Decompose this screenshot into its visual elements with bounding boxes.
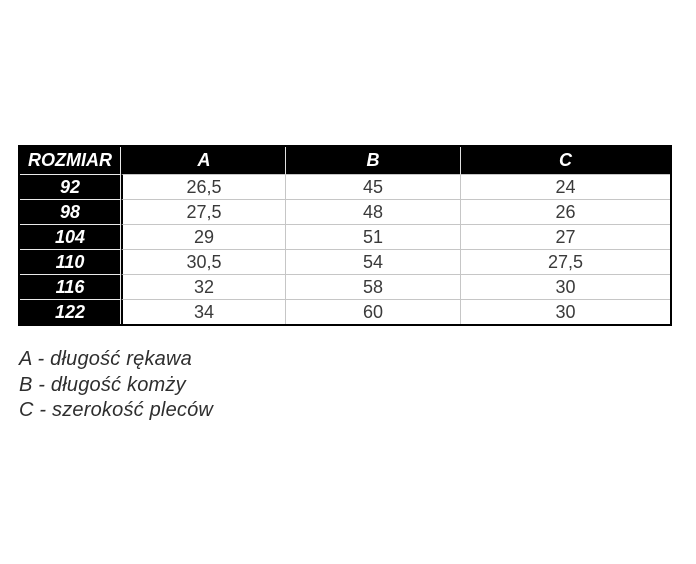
size-cell: 110 — [20, 250, 121, 275]
value-cell-c: 27 — [461, 225, 670, 250]
table-row-98 — [20, 200, 670, 225]
value-cell-a: 34 — [121, 300, 286, 324]
size-table — [18, 145, 672, 326]
table-row-116 — [20, 275, 670, 300]
value-cell-c: 30 — [461, 275, 670, 300]
table-row-104 — [20, 225, 670, 250]
value-cell-b: 58 — [286, 275, 461, 300]
value-cell-b: 54 — [286, 250, 461, 275]
table-row-122 — [20, 300, 670, 324]
table-row-110 — [20, 250, 670, 275]
header-cell-c: C — [461, 147, 670, 175]
table-header-row — [20, 147, 670, 175]
header-cell-rozmiar: ROZMIAR — [20, 147, 121, 175]
value-cell-a: 26,5 — [121, 175, 286, 200]
value-cell-a: 29 — [121, 225, 286, 250]
header-cell-a: A — [121, 147, 286, 175]
value-cell-a: 27,5 — [121, 200, 286, 225]
value-cell-c: 27,5 — [461, 250, 670, 275]
value-cell-b: 60 — [286, 300, 461, 324]
value-cell-c: 30 — [461, 300, 670, 324]
size-cell: 122 — [20, 300, 121, 324]
value-cell-b: 45 — [286, 175, 461, 200]
legend-item-a: A - długość rękawa — [19, 348, 192, 370]
value-cell-c: 26 — [461, 200, 670, 225]
value-cell-c: 24 — [461, 175, 670, 200]
value-cell-b: 48 — [286, 200, 461, 225]
size-cell: 104 — [20, 225, 121, 250]
measurement-legend — [19, 347, 213, 424]
size-cell: 98 — [20, 200, 121, 225]
size-cell: 116 — [20, 275, 121, 300]
legend-item-b: B - długość komży — [19, 373, 186, 396]
value-cell-a: 30,5 — [121, 250, 286, 275]
value-cell-b: 51 — [286, 225, 461, 250]
legend-item-c: C - szerokość pleców — [19, 399, 214, 421]
size-table-wrap — [18, 145, 672, 326]
size-cell: 92 — [20, 175, 121, 200]
table-row-92 — [20, 175, 670, 200]
header-cell-b: B — [286, 147, 461, 175]
value-cell-a: 32 — [121, 275, 286, 300]
